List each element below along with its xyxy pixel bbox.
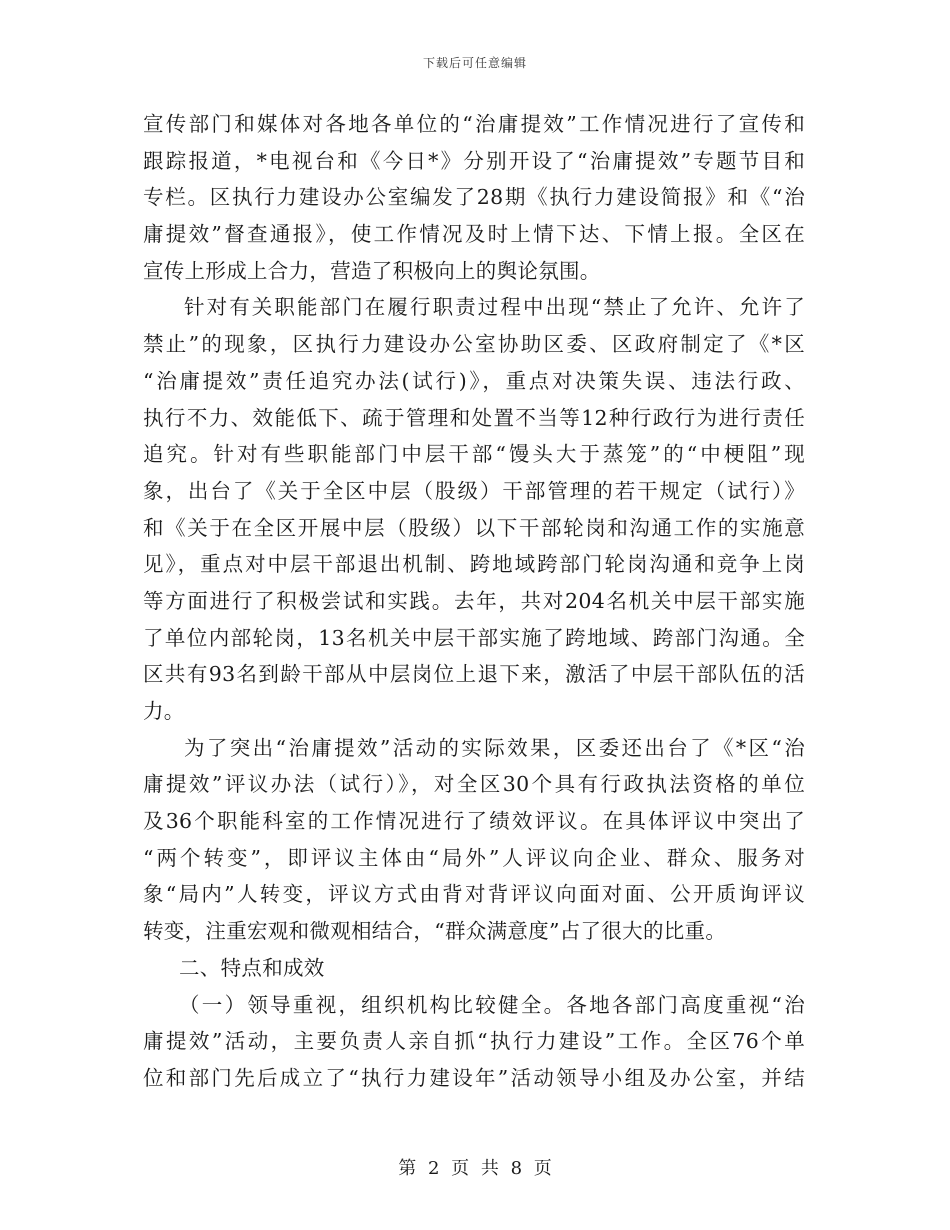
body-line: 禁止”的现象，区执行力建设办公室协助区委、区政府制定了《*区 xyxy=(143,332,805,357)
body-line: 跟踪报道，*电视台和《今日*》分别开设了“治庸提效”专题节目和 xyxy=(143,148,805,173)
body-line: 和《关于在全区开展中层（股级）以下干部轮岗和沟通工作的实施意 xyxy=(143,515,805,540)
body-line: 庸提效”活动，主要负责人亲自抓“执行力建设”工作。全区76个单 xyxy=(143,1029,805,1054)
body-line: 专栏。区执行力建设办公室编发了28期《执行力建设简报》和《“治 xyxy=(143,185,805,210)
body-line: 见》，重点对中层干部退出机制、跨地域跨部门轮岗沟通和竞争上岗 xyxy=(143,552,805,577)
body-line: “两个转变”，即评议主体由“局外”人评议向企业、群众、服务对 xyxy=(143,845,805,870)
body-line: 象，出台了《关于全区中层（股级）干部管理的若干规定（试行）》 xyxy=(143,478,805,503)
body-line: （一）领导重视，组织机构比较健全。各地各部门高度重视“治 xyxy=(179,992,805,1017)
body-line: 追究。针对有些职能部门中层干部“馒头大于蒸笼”的“中梗阻”现 xyxy=(143,442,805,467)
body-line: 宣传部门和媒体对各地各单位的“治庸提效”工作情况进行了宣传和 xyxy=(143,112,805,136)
body-line: 为了突出“治庸提效”活动的实际效果，区委还出台了《*区“治 xyxy=(184,735,805,760)
body-line: 宣传上形成上合力，营造了积极向上的舆论氛围。 xyxy=(143,258,601,283)
body-line: 了单位内部轮岗，13名机关中层干部实施了跨地域、跨部门沟通。全 xyxy=(143,625,805,650)
page-number: 第 2 页 共 8 页 xyxy=(398,1158,552,1179)
body-line: “治庸提效”责任追究办法(试行)》，重点对决策失误、违法行政、 xyxy=(143,368,805,393)
body-line: 转变，注重宏观和微观相结合，“群众满意度”占了很大的比重。 xyxy=(143,919,727,944)
body-line: 针对有关职能部门在履行职责过程中出现“禁止了允许、允许了 xyxy=(184,295,805,320)
page-header: 下载后可任意编辑 xyxy=(422,56,527,70)
body-line: 象“局内”人转变，评议方式由背对背评议向面对面、公开质询评议 xyxy=(143,882,805,907)
section-heading: 二、特点和成效 xyxy=(179,955,325,980)
body-line: 执行不力、效能低下、疏于管理和处置不当等12种行政行为进行责任 xyxy=(143,405,805,430)
document-body xyxy=(143,106,805,1097)
body-line: 庸提效”评议办法（试行）》，对全区30个具有行政执法资格的单位 xyxy=(143,772,805,797)
body-line: 区共有93名到龄干部从中层岗位上退下来，激活了中层干部队伍的活 xyxy=(143,662,805,687)
body-line: 位和部门先后成立了“执行力建设年”活动领导小组及办公室，并结 xyxy=(143,1065,805,1090)
body-line: 及36个职能科室的工作情况进行了绩效评议。在具体评议中突出了 xyxy=(143,809,805,834)
body-line: 等方面进行了积极尝试和实践。去年，共对204名机关中层干部实施 xyxy=(143,588,805,613)
body-line: 庸提效”督查通报》，使工作情况及时上情下达、下情上报。全区在 xyxy=(143,222,805,247)
body-line: 力。 xyxy=(143,699,185,723)
